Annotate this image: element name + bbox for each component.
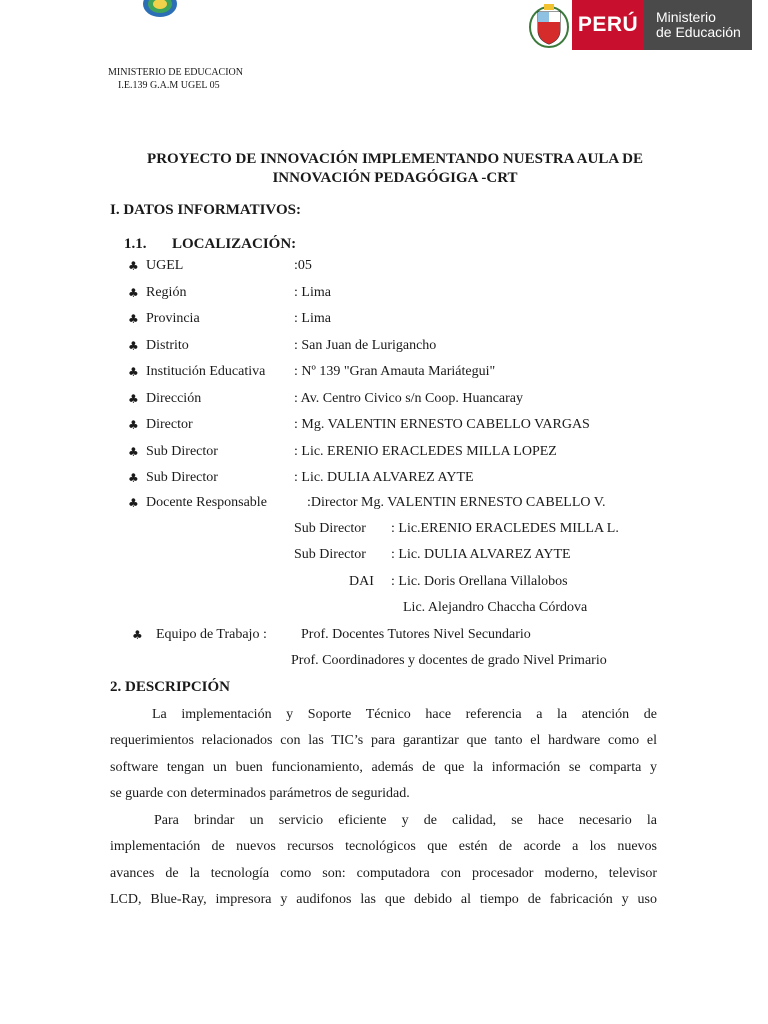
- paragraph-line: software tengan un buen funcionamiento, además de que la información se comparta y: [110, 759, 657, 775]
- info-label: Sub Director: [146, 443, 218, 459]
- info-label: Director: [146, 417, 193, 432]
- paragraph-line: Para brindar un servicio eficiente y de calidad, se hace necesario la: [154, 813, 657, 828]
- docente-extra-role: Sub Director: [294, 521, 366, 536]
- info-row-docente: [0, 493, 768, 513]
- info-row: [0, 389, 768, 409]
- info-row: [0, 309, 768, 329]
- club-bullet-icon: ♣: [128, 285, 139, 300]
- info-value: : Lima: [294, 284, 331, 300]
- page-title: PROYECTO DE INNOVACIÓN IMPLEMENTANDO NUESTRA AULA DE INNOVACIÓN PEDAGÓGIGA -CRT: [147, 151, 643, 186]
- info-label: Distrito: [146, 337, 189, 353]
- info-label: Región: [146, 284, 187, 300]
- paragraph-2: [110, 808, 657, 913]
- info-label: Provincia: [146, 311, 200, 326]
- info-label: Sub Director: [146, 470, 218, 485]
- subsection-heading: LOCALIZACIÓN:: [172, 236, 297, 252]
- info-row: [0, 336, 768, 356]
- paragraph-line: implementación de nuevos recursos tecnológicos que estén de acorde a los nuevos: [110, 839, 657, 855]
- paragraph-line: requerimientos relacionados con las TIC’s para garantizar que tanto el hardware como el: [110, 733, 657, 749]
- docente-extra-value: : Lic. Doris Orellana Villalobos: [391, 574, 568, 589]
- club-bullet-icon: ♣: [132, 628, 143, 642]
- club-bullet-icon: ♣: [128, 496, 139, 510]
- info-value: : Lima: [294, 311, 331, 326]
- docente-extra-value: : Lic. DULIA ALVAREZ AYTE: [391, 547, 571, 562]
- info-value: : Lic. ERENIO ERACLEDES MILLA LOPEZ: [294, 443, 557, 459]
- info-label: Dirección: [146, 390, 202, 406]
- info-label: Institución Educativa: [146, 364, 266, 379]
- docente-extra-role: DAI: [349, 574, 374, 589]
- info-label: Docente Responsable: [146, 495, 267, 510]
- info-row: [0, 468, 768, 488]
- school-logo: [140, 0, 180, 20]
- info-value: : Lic. DULIA ALVAREZ AYTE: [294, 470, 474, 485]
- equipo-value-2: Prof. Coordinadores y docentes de grado Nivel Primario: [291, 653, 607, 668]
- info-row: [0, 256, 768, 276]
- info-value: : Av. Centro Civico s/n Coop. Huancaray: [294, 390, 524, 406]
- club-bullet-icon: ♣: [128, 418, 139, 432]
- info-label: Equipo de Trabajo :: [156, 627, 267, 642]
- peru-label: PERÚ: [572, 0, 644, 50]
- info-value: Prof. Docentes Tutores Nivel Secundario: [301, 627, 531, 642]
- info-row: [0, 283, 768, 303]
- info-row-equipo: [0, 625, 768, 645]
- ministry-name: Ministerio de Educación: [644, 0, 752, 50]
- docente-extra-value: Lic. Alejandro Chaccha Córdova: [403, 600, 588, 615]
- info-value: : Mg. VALENTIN ERNESTO CABELLO VARGAS: [294, 417, 590, 432]
- club-bullet-icon: ♣: [128, 365, 139, 379]
- ministry-logo: [526, 0, 752, 50]
- info-value: : San Juan de Lurigancho: [294, 337, 437, 353]
- info-value: : Nº 139 "Gran Amauta Mariátegui": [294, 364, 496, 379]
- club-bullet-icon: ♣: [128, 471, 139, 485]
- peru-coat-of-arms-icon: [526, 0, 572, 50]
- info-row: [0, 362, 768, 382]
- docente-extra-value: : Lic.ERENIO ERACLEDES MILLA L.: [391, 521, 619, 536]
- paragraph-line: LCD, Blue-Ray, impresora y audifonos las que debido al tiempo de fabricación y uso: [110, 891, 657, 907]
- docente-extra-role: Sub Director: [294, 547, 366, 562]
- info-label: UGEL: [146, 258, 184, 273]
- paragraph-1: [110, 702, 657, 807]
- club-bullet-icon: ♣: [128, 444, 139, 459]
- info-row: [0, 442, 768, 462]
- club-bullet-icon: ♣: [128, 391, 139, 406]
- org-line-2: I.E.139 G.A.M UGEL 05: [118, 80, 220, 91]
- subsection-number: 1.1.: [124, 236, 147, 252]
- paragraph-line: se guarde con determinados parámetros de seguridad.: [110, 785, 410, 801]
- org-line-1: MINISTERIO DE EDUCACION: [108, 67, 243, 78]
- info-value: :05: [294, 258, 312, 273]
- section-1-heading: I. DATOS INFORMATIVOS:: [110, 202, 301, 218]
- section-2-heading: 2. DESCRIPCIÓN: [110, 679, 231, 695]
- paragraph-line: La implementación y Soporte Técnico hace referencia a la atención de: [152, 707, 657, 722]
- club-bullet-icon: ♣: [128, 312, 139, 326]
- info-value: :Director Mg. VALENTIN ERNESTO CABELLO V.: [307, 495, 606, 510]
- club-bullet-icon: ♣: [128, 259, 139, 273]
- info-row: [0, 415, 768, 435]
- paragraph-line: avances de la tecnología como son: computadora con procesador moderno, televisor: [110, 865, 657, 881]
- club-bullet-icon: ♣: [128, 338, 139, 353]
